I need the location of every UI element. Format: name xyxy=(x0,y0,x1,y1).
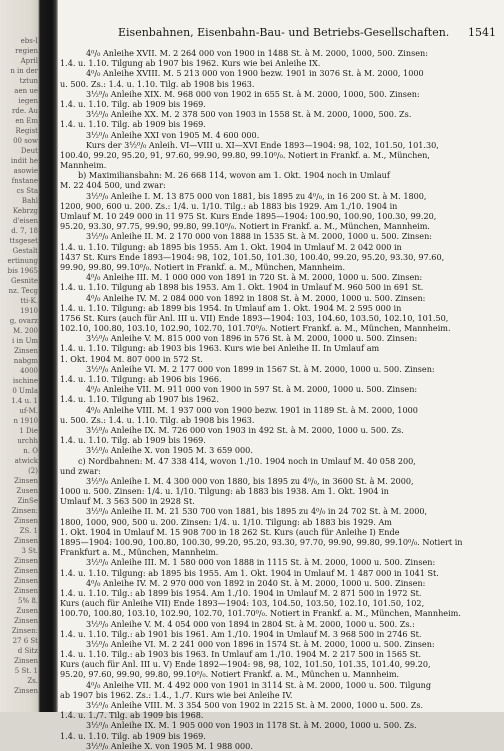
previous-page-fragment: tti-K. xyxy=(20,297,38,305)
text-line: ab 1907 bis 1962. Zs.: 1.4., 1./7. Kurs wie bei Anleihe IV. xyxy=(60,689,293,700)
previous-page-fragment: nabgm xyxy=(13,357,38,365)
previous-page-fragment: tztun xyxy=(19,77,38,85)
text-line: 1.4. u. 1.10. Tilgung: ab 1906 bis 1966. xyxy=(60,374,222,384)
text-line: 1895—1904: 100.90, 100.80, 100.30, 99.20, 95.20, 93.30, 97.70, 99.90, 99.80, 99.10⁰/₀. Notiert in xyxy=(60,537,463,547)
previous-page-fragment: Zinsen xyxy=(14,577,38,585)
text-line: 102.10, 100.80, 103.10, 102.90, 102.70, 101.70⁰/₀. Notiert Frankf. a. M., München, Mannheim. xyxy=(60,323,451,334)
previous-page-fragment: Zs. xyxy=(27,677,38,685)
text-line: u. 500. Zs.: 1.4. u. 1.10. Tilg. ab 1908 bis 1963. xyxy=(60,78,255,89)
previous-page-fragment: rde. Au xyxy=(12,107,38,115)
previous-page-fragment: Zusen xyxy=(16,487,38,495)
text-line: 1200, 900, 600 u. 200. Zs.: 1/4. u. 1/10. Tilg.: ab 1883 bis 1929. Am 1./10. 1904 in xyxy=(60,200,398,211)
previous-page-fragment: n. O xyxy=(23,447,38,455)
text-line: 1.4. u. 1.10. Tilg. ab 1909 bis 1969. xyxy=(60,435,206,446)
text-line: 3½⁰/₀ Anleihe III. M. 1 580 000 von 1888 in 1115 St. à M. 2000, 1000 u. 500. Zinsen: xyxy=(86,557,436,568)
text-line: 3½⁰/₀ Anleihe I. M. 4 300 000 von 1880, bis 1895 zu 4⁰/₀, in 3600 St. à M. 2000, xyxy=(86,475,414,486)
previous-page-fragment: April xyxy=(20,57,38,65)
text-line: 100.70, 100.80, 103.10, 102.90, 102.70, 101.70⁰/₀. Notiert in Frankf. a. M., München, Mannheim. xyxy=(60,608,461,619)
page-body xyxy=(58,48,504,751)
previous-page-fragment: fnstane xyxy=(11,177,38,185)
previous-page-edge xyxy=(0,36,40,712)
text-line: 1.4. u. 1.10. Tilgung: ab 1895 bis 1955. Am 1. Okt. 1904 in Umlauf M. 2 042 000 in xyxy=(60,241,402,252)
previous-page-fragment: 00 sow xyxy=(13,137,38,145)
text-line: 1000 u. 500. Zinsen: 1/4. u. 1/10. Tilgung: ab 1883 bis 1938. Am 1. Okt. 1904 in xyxy=(60,486,389,497)
previous-page-fragment: ischine xyxy=(12,377,38,385)
text-line: 3½⁰/₀ Anleihe I. M. 13 875 000 von 1881, bis 1895 zu 4⁰/₀, in 16 200 St. à M. 1800, xyxy=(86,190,427,201)
previous-page-fragment: Zinsen xyxy=(14,477,38,485)
text-line: Umlauf M. 10 249 000 in 11 975 St. Kurs Ende 1895—1904: 100.90, 100.90, 100.30, 99.20, xyxy=(60,211,437,221)
previous-page-fragment: 27 6 St xyxy=(12,637,38,645)
text-line: 1.4. u. 1.10. Tilgung ab 1907 bis 1962. Kurs wie bei Anleihe IX. xyxy=(60,58,321,69)
text-line: Kurs der 3½⁰/₀ Anleih. VI—VIII u. XI—XVI Ende 1893—1904: 98, 102, 101.50, 101.30, xyxy=(86,139,439,150)
text-line: 1.4. u. 1.10. Tilgung: ab 1899 bis 1954. In Umlauf am 1. Okt. 1904 M. 2 595 000 in xyxy=(60,302,402,313)
previous-page-fragment: en Em xyxy=(15,117,38,125)
text-line: 1.4. u. 1.10. Tilg.: ab 1899 bis 1954. Am 1./10. 1904 in Umlauf M. 2 871 500 in 1972 St. xyxy=(60,587,422,598)
previous-page-fragment: i in Um xyxy=(12,337,38,345)
text-line: und zwar: xyxy=(60,465,101,476)
previous-page-fragment: asowie xyxy=(13,167,38,175)
previous-page-fragment: d. 7, 18 xyxy=(11,227,38,235)
previous-page-fragment: Zinsen xyxy=(14,567,38,575)
text-line: 100.40, 99.20, 95.20, 91, 97.60, 99.90, 99.80, 99.10⁰/₀. Notiert in Frankf. a. M., München, xyxy=(60,149,430,160)
previous-page-fragment: ttsgeset xyxy=(9,237,38,245)
previous-page-fragment: Zinsen: xyxy=(11,507,38,515)
text-line: 1.4. u. 1.10. Tilgung: ab 1895 bis 1955. Am 1. Okt. 1904 in Umlauf M. 1 487 000 in 1041 St. xyxy=(60,567,439,578)
previous-page-fragment: ebs-I xyxy=(20,37,38,45)
text-line: 4⁰/₀ Anleihe VII. M. 4 492 000 von 1901 in 3114 St. à M. 2000, 1000 u. 500. Tilgung xyxy=(86,679,432,690)
text-line: 3½⁰/₀ Anleihe X. von 1905 M. 1 988 000. xyxy=(86,740,253,751)
text-line: 4⁰/₀ Anleihe XVII. M. 2 264 000 von 1900 in 1488 St. à M. 2000, 1000, 500. Zinsen: xyxy=(86,48,428,58)
document-page xyxy=(58,0,504,751)
text-line: 3½⁰/₀ Anleihe V. M. 815 000 von 1896 in 576 St. à M. 2000, 1000 u. 500. Zinsen: xyxy=(86,333,418,344)
text-line: 3½⁰/₀ Anleihe XXI von 1905 M. 4 600 000. xyxy=(86,129,260,140)
text-line: u. 500. Zs.: 1.4. u. 1.10. Tilg. ab 1908 bis 1963. xyxy=(60,414,255,425)
previous-page-fragment: 3 St. xyxy=(21,547,38,555)
previous-page-fragment: 1.4 u. 1 xyxy=(11,397,38,405)
previous-page-fragment: Zinsen xyxy=(14,617,38,625)
text-line: Umlauf M. 3 563 500 in 2928 St. xyxy=(60,496,195,507)
previous-page-fragment: 0 Umla xyxy=(12,387,38,395)
text-line: 1800, 1000, 900, 500 u. 200. Zinsen: 1/4. u. 1/10. Tilgung: ab 1883 bis 1929. Am xyxy=(60,516,392,527)
previous-page-fragment: ZS. 1 xyxy=(19,527,38,535)
previous-page-fragment: d Sitz xyxy=(17,647,38,655)
previous-page-fragment: Kebrzg xyxy=(12,207,38,215)
previous-page-fragment: Zinsen xyxy=(14,557,38,565)
previous-page-fragment: uf-M. xyxy=(19,407,38,415)
text-line: 3½⁰/₀ Anleihe X. von 1905 M. 3 659 000. xyxy=(86,445,253,456)
text-line: 1.4. u. 1.10. Tilgung ab 1907 bis 1962. xyxy=(60,394,219,405)
text-line: 1756 St. Kurs (auch für Anl. III u. VII) Ende 1893—1904: 103, 104.60, 103.50, 102.10, 101.50, xyxy=(60,312,449,323)
text-line: M. 22 404 500, und zwar: xyxy=(60,180,166,191)
text-line: 3½⁰/₀ Anleihe IX. M. 1 905 000 von 1903 in 1178 St. à M. 2000, 1000 u. 500. Zs. xyxy=(86,720,417,731)
previous-page-fragment: Gestalt xyxy=(12,247,38,255)
previous-page-fragment: atwick xyxy=(14,457,38,465)
previous-page-fragment: n 1910 xyxy=(13,417,38,425)
text-line: 3½⁰/₀ Anleihe II. M. 2 170 000 von 1888 in 1535 St. à M. 2000, 1000 u. 500. Zinsen: xyxy=(86,231,433,242)
text-line: Kurs (auch für Anleihe VII) Ende 1893—1904: 103, 104.50, 103.50, 102.10, 101.50, 102, xyxy=(60,598,425,609)
text-line: Kurs (auch für Anl. III u. V) Ende 1892—1904: 98, 98, 102, 101.50, 101.35, 101.40, 99.20, xyxy=(60,659,431,670)
previous-page-fragment: Bahl xyxy=(21,197,38,205)
text-line: 1. Okt. 1904 M. 807 000 in 572 St. xyxy=(60,353,203,364)
previous-page-fragment: Zinsen xyxy=(14,537,38,545)
previous-page-fragment: Zinsen xyxy=(14,347,38,355)
text-line: 1.4. u. 1.10. Tilg.: ab 1903 bis 1963. In Umlauf am 1./10. 1904 M. 2 217 500 in 1565 St. xyxy=(60,649,422,660)
previous-page-fragment: urchh xyxy=(17,437,38,445)
text-line: 3½⁰/₀ Anleihe VIII. M. 3 354 500 von 1902 in 2215 St. à M. 2000, 1000 u. 500. Zs. xyxy=(86,700,424,710)
text-line: 3½⁰/₀ Anleihe V. M. 4 054 000 von 1894 in 2804 St. à M. 2000, 1000 u. 500. Zs.: xyxy=(86,618,415,629)
previous-page-fragment: cs Sta xyxy=(16,187,38,195)
previous-page-fragment: Regist xyxy=(15,127,38,135)
header-title: Eisenbahnen, Eisenbahn-Bau- und Betriebs-Gesellschaften. xyxy=(118,26,450,39)
page-number: 1541 xyxy=(468,26,496,39)
previous-page-fragment: regien xyxy=(15,47,38,55)
text-line: 3½⁰/₀ Anleihe XX. M. 2 378 500 von 1903 in 1558 St. à M. 2000, 1000, 500. Zs. xyxy=(86,109,412,120)
previous-page-fragment: M. 200 xyxy=(13,327,38,335)
previous-page-fragment: Zinsen xyxy=(14,657,38,665)
previous-page-fragment: Zinsen: xyxy=(11,627,38,635)
previous-page-fragment: g, ovarz xyxy=(9,317,38,325)
text-line: 3½⁰/₀ Anleihe II. M. 21 530 700 von 1881, bis 1895 zu 4⁰/₀ in 24 702 St. à M. 2000, xyxy=(86,506,428,517)
previous-page-fragment: iegen xyxy=(18,97,38,105)
text-line: 1. Okt. 1904 in Umlauf M. 15 908 700 in 18 262 St. Kurs (auch für Anleihe I) Ende xyxy=(60,526,400,537)
previous-page-fragment: Deut xyxy=(20,147,38,155)
previous-page-fragment: Gesnite xyxy=(10,277,38,285)
text-line: 4⁰/₀ Anleihe VII. M. 911 000 von 1900 in 597 St. à M. 2000, 1000 u. 500. Zinsen: xyxy=(86,384,418,395)
previous-page-fragment: 1910 xyxy=(20,307,38,315)
text-line: 1.4. u. 1.10. Tilgung: ab 1903 bis 1963. Kurs wie bei Anleihe II. In Umlauf am xyxy=(60,343,380,354)
previous-page-fragment: Zinsen xyxy=(14,687,38,695)
running-header xyxy=(58,26,496,40)
previous-page-fragment: n in der xyxy=(10,67,38,75)
text-line: c) Nordbahnen: M. 47 338 414, wovon 1./10. 1904 noch in Umlauf M. 40 058 200, xyxy=(78,455,416,466)
previous-page-fragment: aen ue xyxy=(14,87,38,95)
text-line: 4⁰/₀ Anleihe VIII. M. 1 937 000 von 1900 bezw. 1901 in 1189 St. à M. 2000, 1000 xyxy=(86,404,418,415)
text-line: 95.20, 93.30, 97.75, 99.90, 99.80, 99.10⁰/₀. Notiert in Frankf. a. M., München, Mannheim. xyxy=(60,221,431,232)
text-line: 1.4. u. 1.10. Tilg. ab 1909 bis 1969. xyxy=(60,98,206,109)
text-line: 3½⁰/₀ Anleihe XIX. M. 968 000 von 1902 in 655 St. à M. 2000, 1000, 500. Zinsen: xyxy=(86,88,420,99)
text-line: Mannheim. xyxy=(60,160,107,171)
text-line: 1.4. u. 1.10. Tilgung ab 1898 bis 1953. Am 1. Okt. 1904 in Umlauf M. 960 500 in 691 St. xyxy=(60,282,424,293)
previous-page-fragment: 1 Die xyxy=(19,427,38,435)
text-line: 1437 St. Kurs Ende 1893—1904: 98, 102, 101.50, 101.30, 100.40, 99.20, 95.20, 93.30, 97.60, xyxy=(60,251,445,262)
text-line: 4⁰/₀ Anleihe IV. M. 2 970 000 von 1892 in 2040 St. à M. 2000, 1000 u. 500. Zinsen: xyxy=(86,577,426,588)
text-line: 3½⁰/₀ Anleihe VI. M. 2 177 000 von 1899 in 1567 St. à M. 2000, 1000 u. 500. Zinsen: xyxy=(86,363,435,374)
previous-page-fragment: 5 St. 1 xyxy=(14,667,38,675)
text-line: 4⁰/₀ Anleihe III. M. 1 000 000 von 1891 in 720 St. à M. 2000, 1000 u. 500. Zinsen: xyxy=(86,272,423,283)
previous-page-fragment: indit he xyxy=(10,157,38,165)
previous-page-fragment: nz. Tecg xyxy=(8,287,38,295)
previous-page-fragment: Zinsen xyxy=(14,587,38,595)
previous-page-fragment: 4000 xyxy=(20,367,38,375)
text-line: 95.20, 97.60, 99.90, 99.80, 99.10⁰/₀. Notiert Frankf. a. M., München u. Mannheim. xyxy=(60,669,400,680)
text-line: 1.4. u. 1.10. Tilg. ab 1909 bis 1969. xyxy=(60,119,206,130)
text-line: Frankfurt a. M., München, Mannheim. xyxy=(60,547,219,558)
text-line: 1.4. u. 1.10. Tilg. ab 1909 bis 1969. xyxy=(60,730,206,741)
previous-page-fragment: ertinung xyxy=(7,257,38,265)
text-line: b) Maximiliansbahn: M. 26 668 114, wovon am 1. Okt. 1904 noch in Umlauf xyxy=(78,170,390,181)
text-line: 4⁰/₀ Anleihe XVIII. M. 5 213 000 von 1900 bezw. 1901 in 3076 St. à M. 2000, 1000 xyxy=(86,68,424,79)
previous-page-fragment: d'eisen xyxy=(12,217,38,225)
previous-page-fragment: ZinSe xyxy=(17,497,38,505)
text-line: 3½⁰/₀ Anleihe IX. M. 726 000 von 1903 in 492 St. à M. 2000, 1000 u. 500. Zs. xyxy=(86,424,404,435)
text-line: 4⁰/₀ Anleihe IV. M. 2 084 000 von 1892 in 1808 St. à M. 2000, 1000 u. 500. Zinsen: xyxy=(86,292,426,303)
text-line: 99.90, 99.80, 99.10⁰/₀. Notiert in Frankf. a. M., München, Mannheim. xyxy=(60,261,346,272)
previous-page-fragment: (2) xyxy=(28,467,38,475)
previous-page-fragment: Zusen xyxy=(16,607,38,615)
text-line: 1.4. u. 1./7. Tilg. ab 1909 bis 1968. xyxy=(60,710,204,721)
text-line: 3½⁰/₀ Anleihe VI. M. 2 241 000 von 1896 in 1574 St. à M. 2000, 1000 u. 500. Zinsen: xyxy=(86,638,435,649)
previous-page-fragment: Zinsen xyxy=(14,517,38,525)
previous-page-fragment: 5% 8. xyxy=(17,597,38,605)
text-line: 1.4. u. 1.10. Tilg.: ab 1901 bis 1961. Am 1./10. 1904 in Umlauf M. 3 968 500 in 2746 St. xyxy=(60,628,422,639)
previous-page-fragment: bis 1965 xyxy=(7,267,38,275)
